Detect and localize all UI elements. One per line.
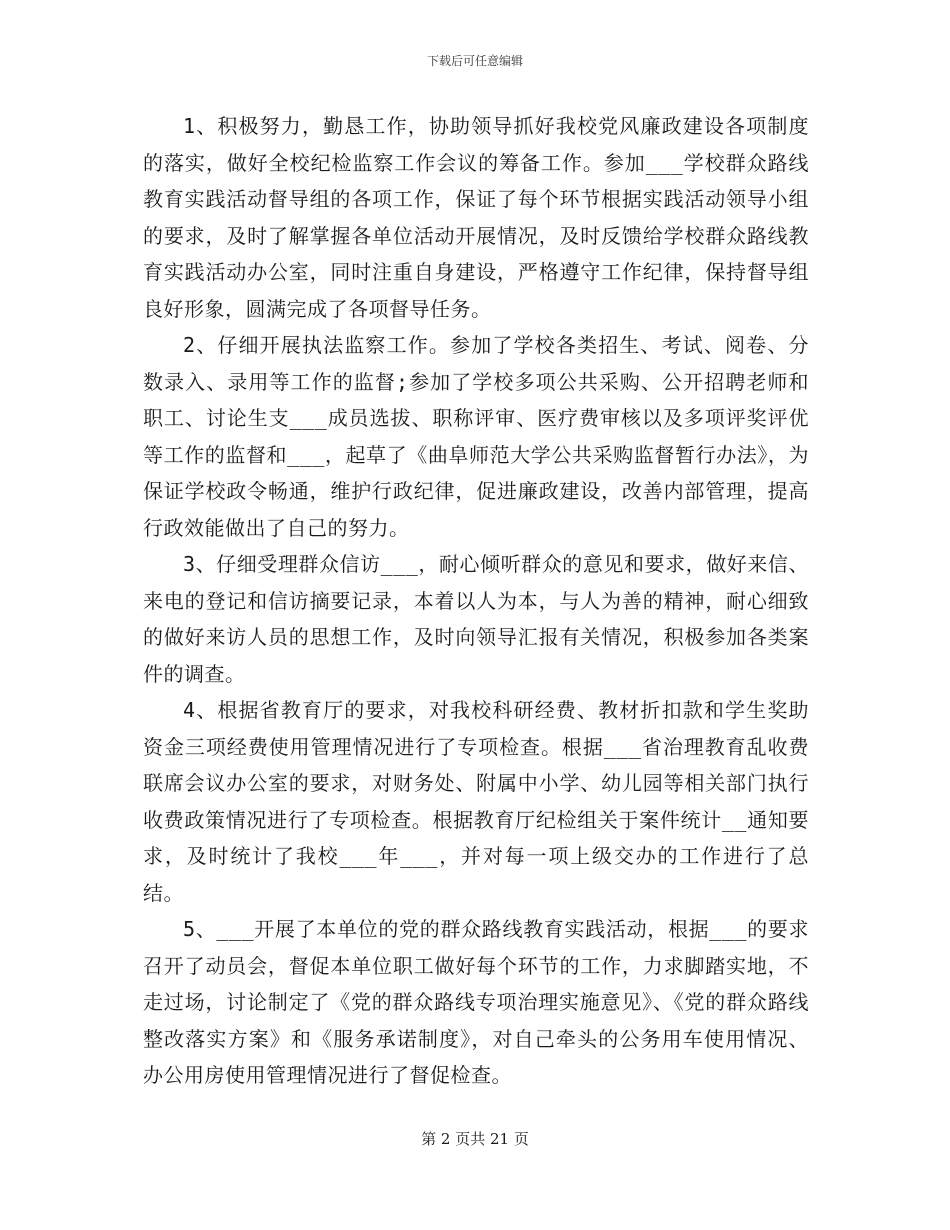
paragraph-5: 5、___开展了本单位的党的群众路线教育实践活动，根据___的要求召开了动员会，督促本单位职工做好每个环节的工作，力求脚踏实地，不走过场，讨论制定了《党的群众路线专项治理实施意见》、《党的群众路线整改落实方案》和《服务承诺制度》，对自己牵头的公务用车使用情况、办公用房使用管理情况进行了督促检查。 <box>143 917 809 1087</box>
paragraph-1: 1、积极努力，勤恳工作，协助领导抓好我校党风廉政建设各项制度的落实，做好全校纪检监察工作会议的筹备工作。参加___学校群众路线教育实践活动督导组的各项工作，保证了每个环节根据实践活动领导小组的要求，及时了解掌握各单位活动开展情况，及时反馈给学校群众路线教育实践活动办公室，同时注重自身建设，严格遵守工作纪律，保持督导组良好形象，圆满完成了各项督导任务。 <box>143 114 809 321</box>
paragraph-2: 2、仔细开展执法监察工作。参加了学校各类招生、考试、阅卷、分数录入、录用等工作的监督;参加了学校多项公共采购、公开招聘老师和职工、讨论生支___成员选拔、职称评审、医疗费审核以及多项评奖评优等工作的监督和___，起草了《曲阜师范大学公共采购监督暂行办法》，为保证学校政令畅通，维护行政纪律，促进廉政建设，改善内部管理，提高行政效能做出了自己的努力。 <box>143 333 809 540</box>
document-body <box>143 108 809 1094</box>
page-header: 下载后可任意编辑 <box>426 54 523 68</box>
page-number-footer: 第 2 页共 21 页 <box>421 1130 529 1148</box>
paragraph-4: 4、根据省教育厅的要求，对我校科研经费、教材折扣款和学生奖助资金三项经费使用管理情况进行了专项检查。根据___省治理教育乱收费联席会议办公室的要求，对财务处、附属中小学、幼儿园等相关部门执行收费政策情况进行了专项检查。根据教育厅纪检组关于案件统计__通知要求，及时统计了我校___年___，并对每一项上级交办的工作进行了总结。 <box>143 698 809 905</box>
paragraph-3: 3、仔细受理群众信访___，耐心倾听群众的意见和要求，做好来信、来电的登记和信访摘要记录，本着以人为本，与人为善的精神，耐心细致的做好来访人员的思想工作，及时向领导汇报有关情况，积极参加各类案件的调查。 <box>143 552 809 686</box>
